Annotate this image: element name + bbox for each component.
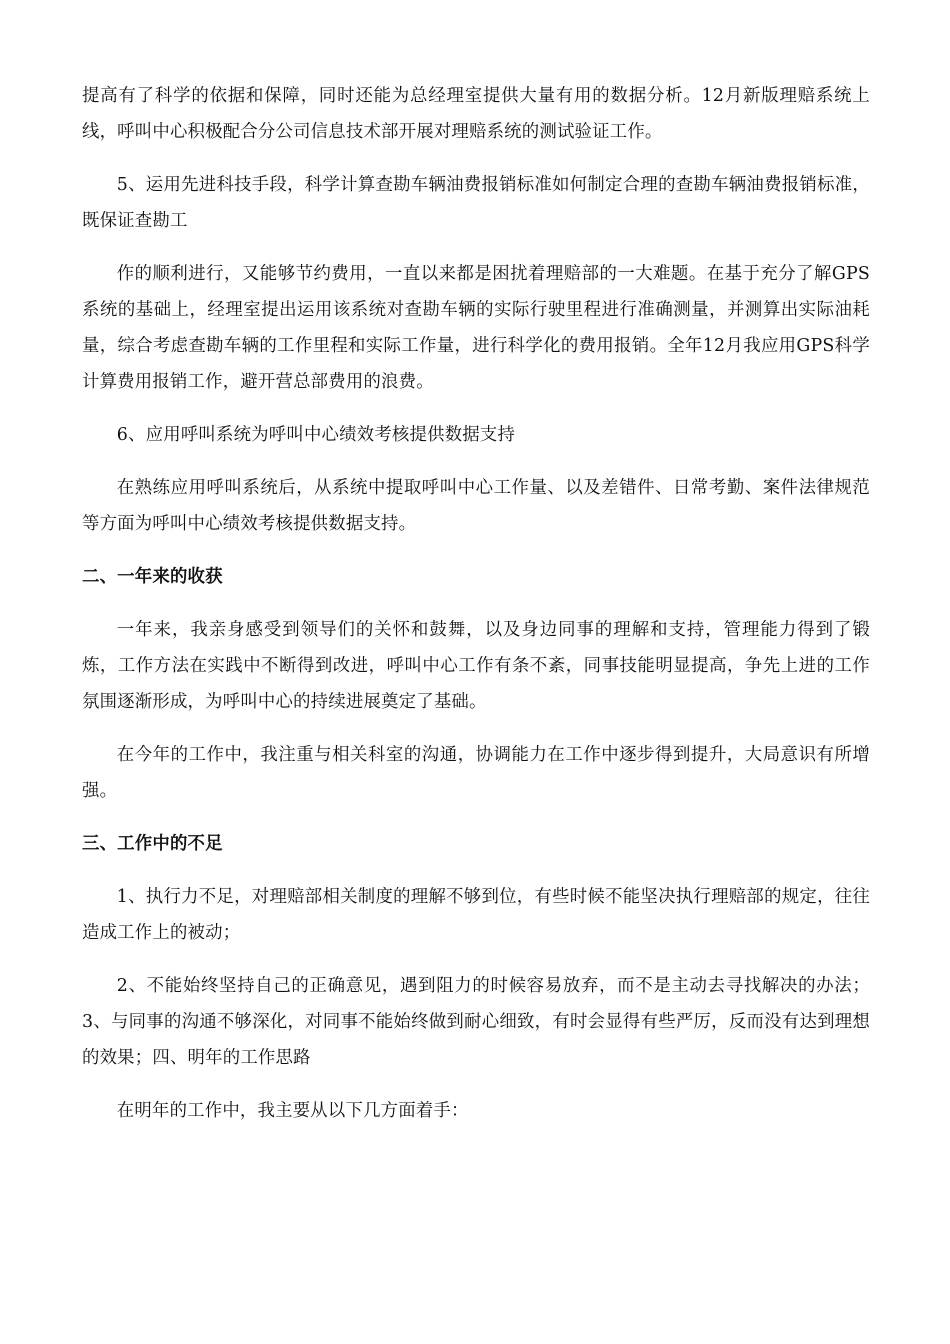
paragraph-item-5-title: 5、运用先进科技手段，科学计算查勘车辆油费报销标准如何制定合理的查勘车辆油费报销标准，既保证查勘工 <box>82 175 870 231</box>
paragraph-shortcoming-1: 1、执行力不足，对理赔部相关制度的理解不够到位，有些时候不能坚决执行理赔部的规定，往往造成工作上的被动； <box>82 887 870 943</box>
paragraph-next-year: 在明年的工作中，我主要从以下几方面着手： <box>116 1101 469 1121</box>
document-page <box>82 78 870 1146</box>
paragraph-performance-data: 在熟练应用呼叫系统后，从系统中提取呼叫中心工作量、以及差错件、日常考勤、案件法律规范等方面为呼叫中心绩效考核提供数据支持。 <box>82 478 870 534</box>
paragraph-claims-system: 提高有了科学的依据和保障，同时还能为总经理室提供大量有用的数据分析。12月新版理赔系统上线，呼叫中心积极配合分公司信息技术部开展对理赔系统的测试验证工作。 <box>82 86 870 142</box>
paragraph-gains: 一年来，我亲身感受到领导们的关怀和鼓舞，以及身边同事的理解和支持，管理能力得到了锻炼，工作方法在实践中不断得到改进，呼叫中心工作有条不紊，同事技能明显提高，争先上进的工作氛围逐渐形成，为呼叫中心的持续进展奠定了基础。 <box>82 620 870 712</box>
section-heading-shortcomings: 三、工作中的不足 <box>82 834 223 854</box>
section-heading-gains: 二、一年来的收获 <box>82 567 223 587</box>
paragraph-shortcoming-2-3: 2、不能始终坚持自己的正确意见，遇到阻力的时候容易放弃，而不是主动去寻找解决的办法；3、与同事的沟通不够深化，对同事不能始终做到耐心细致，有时会显得有些严厉，反而没有达到理想的效果；四、明年的工作思路 <box>82 976 870 1068</box>
paragraph-communication: 在今年的工作中，我注重与相关科室的沟通，协调能力在工作中逐步得到提升，大局意识有所增强。 <box>82 745 870 801</box>
paragraph-gps-fuel: 作的顺利进行，又能够节约费用，一直以来都是困扰着理赔部的一大难题。在基于充分了解GPS系统的基础上，经理室提出运用该系统对查勘车辆的实际行驶里程进行准确测量，并测算出实际油耗量，综合考虑查勘车辆的工作里程和实际工作量，进行科学化的费用报销。全年12月我应用GPS科学计算费用报销工作，避开营总部费用的浪费。 <box>82 264 870 392</box>
paragraph-item-6-title: 6、应用呼叫系统为呼叫中心绩效考核提供数据支持 <box>116 425 516 445</box>
